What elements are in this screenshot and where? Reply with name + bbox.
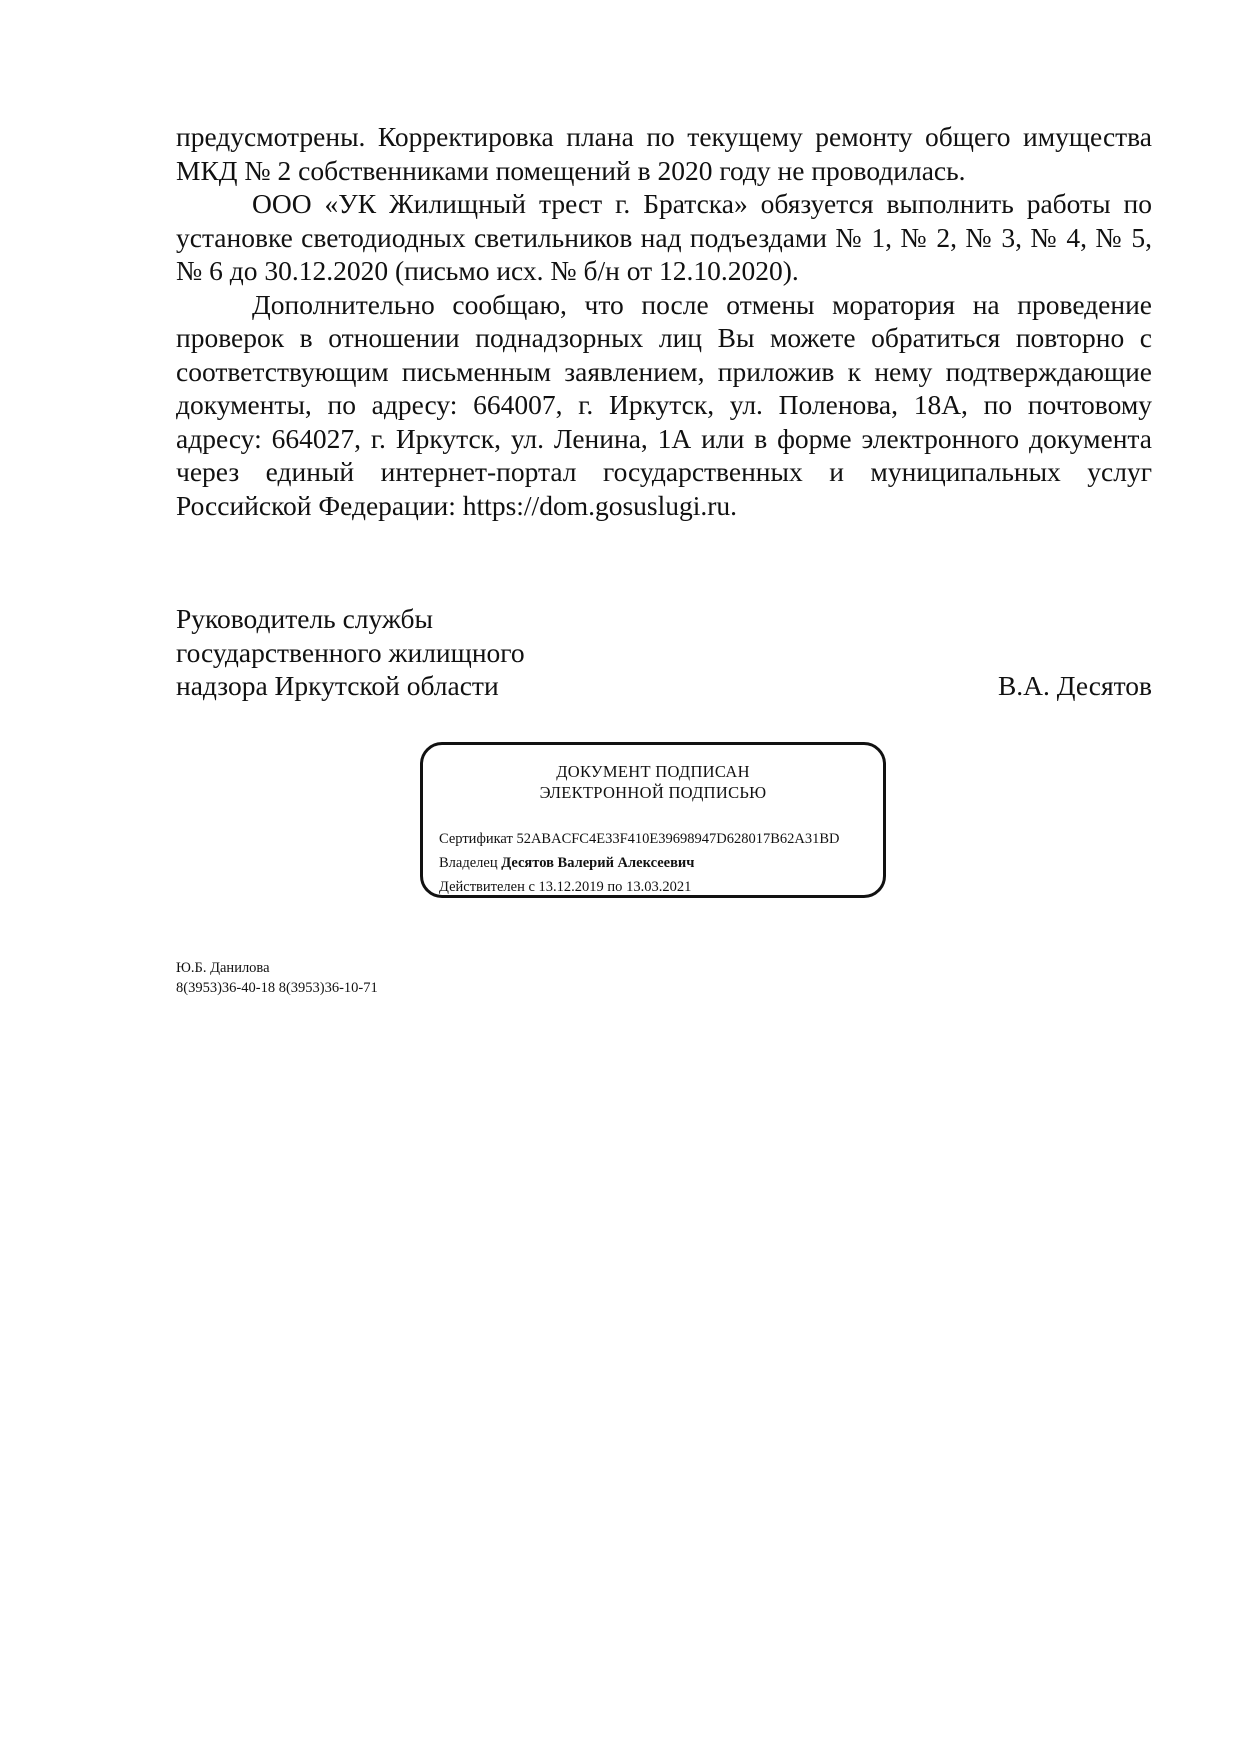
valid-label: Действителен с	[439, 879, 535, 895]
letter-body	[176, 120, 1152, 522]
certificate-value: 52ABACFC4E33F410E39698947D628017B62A31BD	[516, 831, 840, 847]
signer-name: В.А. Десятов	[997, 670, 1152, 701]
certificate-label: Сертификат	[439, 831, 513, 847]
signer-position-line: государственного жилищного	[176, 636, 525, 668]
executor-contacts	[176, 958, 378, 998]
stamp-validity-row	[439, 875, 840, 899]
stamp-certificate-row	[439, 827, 840, 851]
stamp-title-line: ДОКУМЕНТ ПОДПИСАН	[556, 762, 750, 781]
valid-to: 13.03.2021	[626, 879, 692, 895]
owner-value: Десятов Валерий Алексеевич	[501, 855, 695, 871]
electronic-signature-stamp	[420, 742, 886, 898]
signer-position-line: Руководитель службы	[176, 603, 434, 634]
stamp-owner-row	[439, 851, 840, 875]
executor-name: Ю.Б. Данилова	[176, 960, 270, 976]
signer-position-line: надзора Иркутской области	[176, 670, 499, 701]
stamp-details	[439, 827, 840, 899]
executor-phones: 8(3953)36-40-18 8(3953)36-10-71	[176, 980, 378, 996]
owner-label: Владелец	[439, 855, 498, 871]
valid-to-label: по	[607, 879, 623, 895]
signature-block	[176, 602, 1152, 703]
body-paragraph: ООО «УК Жилищный трест г. Братска» обязуется выполнить работы по установке светодиодных светильников над подъездами № 1, № 2, № 3, № 4, № 5, № 6 до 30.12.2020 (письмо исх. № б/н от 12.10.2020).	[176, 188, 1152, 286]
stamp-title-line: ЭЛЕКТРОННОЙ ПОДПИСЬЮ	[539, 783, 767, 802]
body-paragraph: предусмотрены. Корректировка плана по текущему ремонту общего имущества МКД № 2 собственниками помещений в 2020 году не проводилась.	[176, 121, 1152, 186]
valid-from: 13.12.2019	[538, 879, 604, 895]
stamp-title	[423, 761, 883, 803]
body-paragraph: Дополнительно сообщаю, что после отмены моратория на проведение проверок в отношении поднадзорных лиц Вы можете обратиться повторно с соответствующим письменным заявлением, приложив к нему подтверждающие документы, по адресу: 664007, г. Иркутск, ул. Поленова, 18А, по почтовому адресу: 664027, г. Иркутск, ул. Ленина, 1А или в форме электронного документа через единый интернет-портал государственных и муниципальных услуг Российской Федерации: https://dom.gosuslugi.ru.	[176, 288, 1152, 521]
